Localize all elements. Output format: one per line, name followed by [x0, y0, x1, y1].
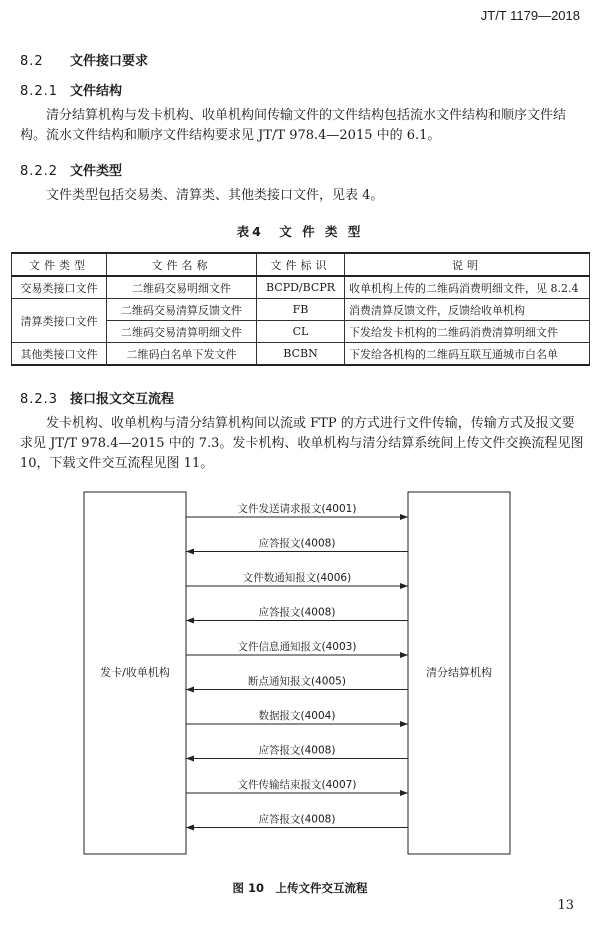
cell-file-type: 其他类接口文件: [12, 343, 107, 366]
cell-file-name: 二维码白名单下发文件: [107, 343, 257, 366]
message-label: 文件信息通知报文(4003): [237, 641, 357, 653]
message-arrow: [186, 537, 408, 552]
section-number: 8.2: [20, 54, 44, 69]
header-file-name: 文件名称: [107, 253, 257, 276]
message-arrow: [186, 606, 408, 621]
message-label: 应答报文(4008): [258, 744, 336, 757]
table-4-caption: 表4 文 件 类 型: [236, 224, 364, 239]
section-title: 文件结构: [70, 84, 123, 99]
message-arrow: [186, 675, 408, 690]
cell-file-name: 二维码交易明细文件: [107, 276, 257, 299]
message-arrow: [186, 744, 408, 759]
cell-file-id: BCBN: [257, 343, 345, 366]
cell-file-type: 清算类接口文件: [12, 299, 107, 343]
cell-file-id: CL: [257, 321, 345, 343]
page-number: 13: [557, 898, 574, 913]
cell-file-name: 二维码交易清算反馈文件: [107, 299, 257, 321]
header-file-type: 文件类型: [12, 253, 107, 276]
cell-description: 消费清算反馈文件，反馈给收单机构: [345, 299, 590, 321]
message-arrow: [186, 571, 408, 586]
cell-file-id: BCPD/BCPR: [257, 276, 345, 299]
cell-file-id: FB: [257, 299, 345, 321]
section-number: 8.2.2: [20, 164, 59, 179]
message-arrow: [186, 778, 408, 793]
cell-description: 下发给发卡机构的二维码消费清算明细文件: [345, 321, 590, 343]
message-label: 应答报文(4008): [258, 606, 336, 619]
section-title: 接口报文交互流程: [70, 392, 175, 407]
message-label: 数据报文(4004): [258, 710, 336, 722]
message-label: 断点通知报文(4005): [248, 675, 346, 688]
message-arrow: [186, 640, 408, 655]
message-arrow: [186, 502, 408, 517]
section-number: 8.2.1: [20, 84, 59, 99]
message-arrows: [186, 502, 408, 828]
cell-description: 下发给各机构的二维码互联互通城市白名单: [345, 343, 590, 366]
section-title: 文件接口要求: [70, 54, 149, 69]
message-arrow: [186, 709, 408, 724]
message-label: 应答报文(4008): [258, 537, 336, 550]
header-file-id: 文件标识: [257, 253, 345, 276]
section-8-2-2-paragraph: 文件类型包括交易类、清算类、其他类接口文件，见表 4。: [46, 188, 384, 203]
cell-description: 收单机构上传的二维码消费明细文件，见 8.2.4: [345, 276, 590, 299]
section-8-2-3-paragraph: 发卡机构、收单机构与清分结算机构间以流或 FTP 的方式进行文件传输，传输方式及报文要求见 JT/T 978.4—2015 中的 7.3。发卡机构、收单机构与清分结算系统间上传文件交换流程见图 10，下载文件交互流程见图 11。: [20, 416, 584, 471]
figure-10-caption: 图 10 上传文件交互流程: [232, 881, 368, 895]
message-label: 文件传输结束报文(4007): [237, 779, 357, 791]
section-title: 文件类型: [70, 164, 123, 179]
section-8-2-1-paragraph: 清分结算机构与发卡机构、收单机构间传输文件的文件结构包括流水文件结构和顺序文件结构。流水文件结构和顺序文件结构要求见 JT/T 978.4—2015 中的 6.1。: [20, 108, 567, 143]
standard-code: JT/T 1179—2018: [480, 8, 580, 23]
header-description: 说明: [345, 253, 590, 276]
message-label: 文件数通知报文(4006): [242, 572, 352, 584]
left-box-label: 发卡/收单机构: [100, 666, 170, 679]
message-label: 应答报文(4008): [258, 813, 336, 826]
right-box-label: 清分结算机构: [426, 666, 492, 679]
message-label: 文件发送请求报文(4001): [237, 503, 357, 515]
cell-file-name: 二维码交易清算明细文件: [107, 321, 257, 343]
section-number: 8.2.3: [20, 392, 59, 407]
message-arrow: [186, 813, 408, 828]
cell-file-type: 交易类接口文件: [12, 276, 107, 299]
